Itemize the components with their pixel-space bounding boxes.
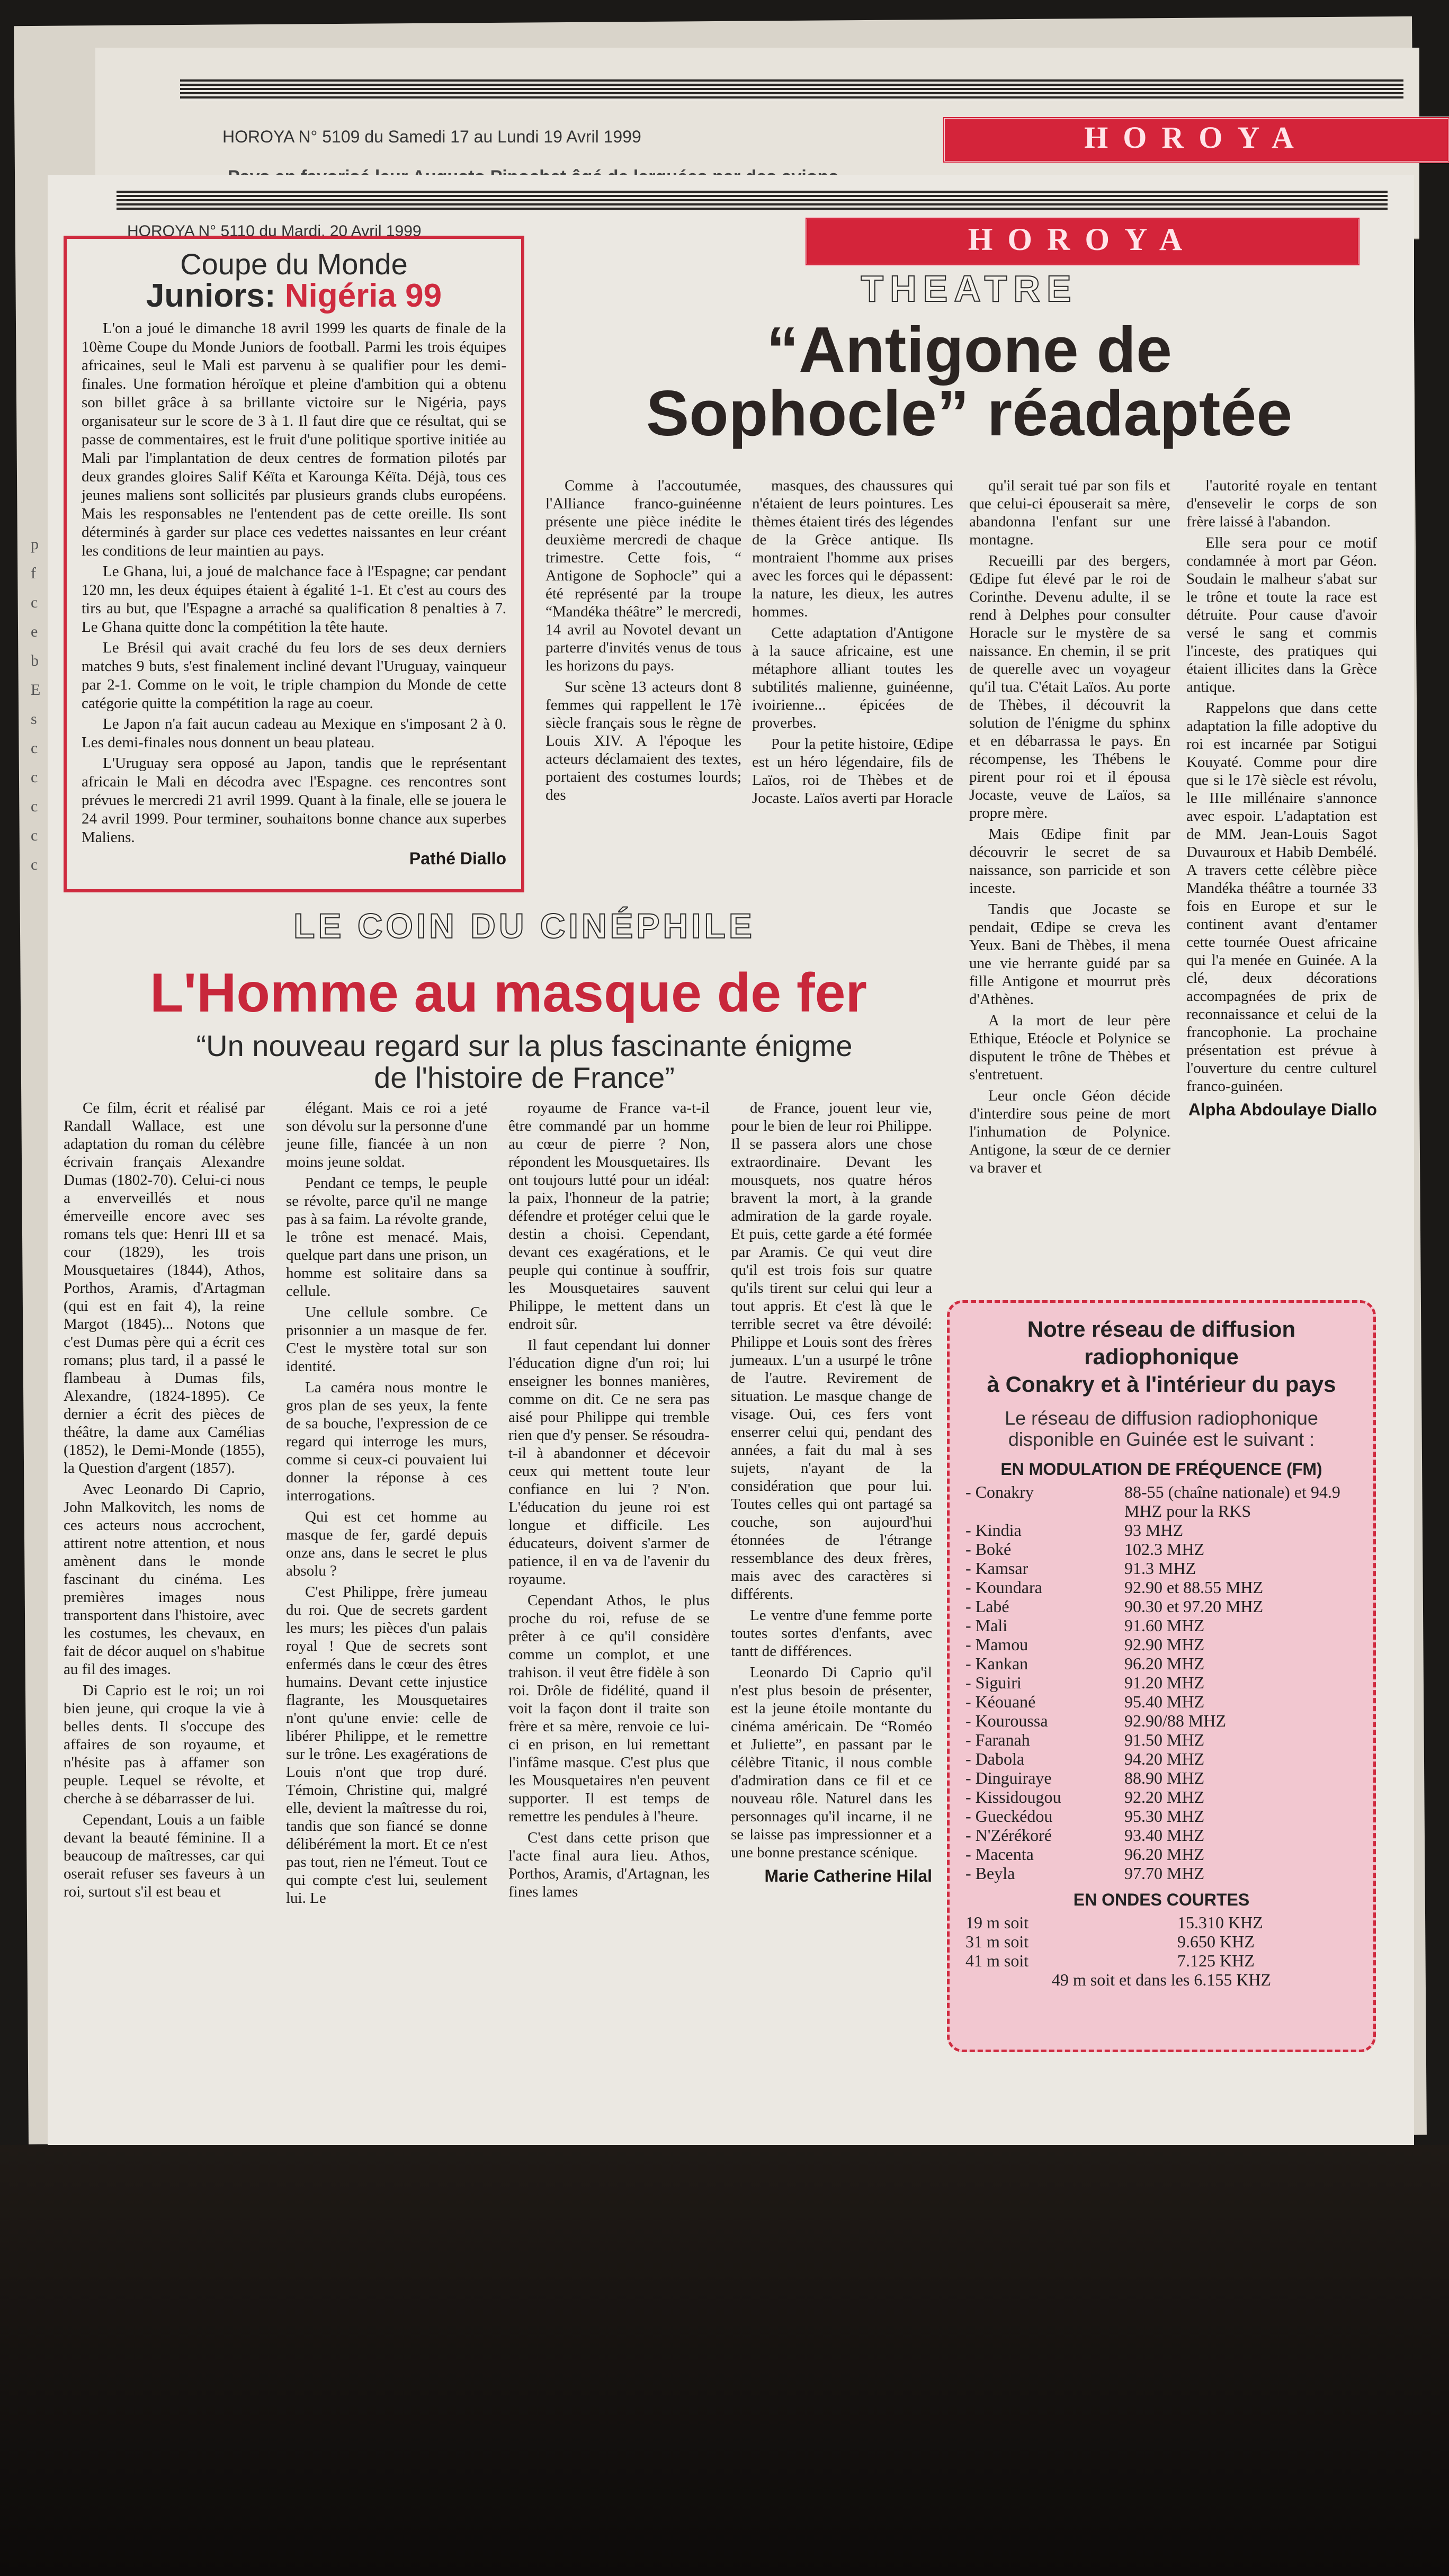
theatre-paragraph: Sur scène 13 acteurs dont 8 femmes qui rappellent le 17è siècle français sous le règne de Louis XIV. A l'époque les acteurs déclamaient des textes, portaient des costumes lourds; des [545,678,741,803]
station-frequency: 91.3 MHZ [1124,1559,1196,1578]
station-frequency: 92.90 et 88.55 MHZ [1124,1578,1264,1597]
theatre-paragraph: A la mort de leur père Ethique, Etéocle et Polynice se disputent le trône de Thèbes et s'entretuent. [969,1012,1170,1083]
theatre-paragraph: Leur oncle Géon décide d'interdire sous peine de mort l'inhumation de Polynice. Antigone, la sœur de ce dernier va braver et [969,1087,1170,1176]
fm-station-row [965,1749,1357,1768]
theatre-column-2 [752,477,953,810]
station-name: - Beyla [965,1864,1015,1883]
fm-heading: EN MODULATION DE FRÉQUENCE (FM) [1000,1460,1322,1479]
station-frequency: 93 MHZ [1124,1520,1184,1540]
theatre-paragraph: Rappelons que dans cette adaptation la fille adoptive du roi est incarnée par Sotigui Kouyaté. Comme pour dire que si le 17è siècle est révolu, le IIIe millénaire s'annonce avec espoir. L'adaptation est de MM. Jean-Louis Sagot Duvauroux et Habib Dembélé. A travers cette célèbre pièce Mandéka théâtre a tournée 33 fois en Europe et sur le continent avant d'entamer cette tournée Ouest africaine qui l'a menée en Guinée. A la clé, deux décorations accompagnées de prix de reconnaissance et celui de la francophonie. La prochaine présentation est prévue à l'ouverture du centre culturel franco-guinéen. [1186,700,1377,1095]
station-name: - Koundara [965,1578,1042,1597]
cinema-paragraph: Leonardo Di Caprio qu'il n'est plus besoin de présenter, est la jeune étoile montante du cinéma américain. De “Roméo et Juliette”, en passant par le célèbre Titanic, il nous comble d'admiration dans ce fil et ce nouveau rôle. Naturel dans les personnages qu'il incarne, il ne se laisse pas impressionner et a une bonne prestance scénique. [731,1664,932,1861]
fm-station-row [965,1540,1357,1559]
station-frequency: 91.50 MHZ [1124,1730,1205,1749]
station-name: - Gueckédou [965,1806,1053,1826]
cinema-column-3 [508,1099,710,1904]
station-name: - Kankan [965,1654,1028,1673]
cinema-paragraph: Avec Leonardo Di Caprio, John Malkovitch, les noms de ces acteurs nous accrochent, attirent notre attention, et nous amènent dans le monde fascinant du cinéma. Les premières images nous transportent dans l'histoire, avec les costumes, les chevaux, en fait de décor auquel on s'habitue au fil des images. [64,1481,265,1678]
station-name: - Kéouané [965,1692,1036,1711]
coupe-body [82,319,506,847]
station-frequency: 96.20 MHZ [1124,1845,1205,1864]
wavelength: 19 m soit [965,1913,1029,1932]
cinema-paragraph: Cependant, Louis a un faible devant la beauté féminine. Il a beaucoup de maîtresses, car qui oserait refuser ses faveurs à un roi, surtout s'il est beau et [64,1811,265,1900]
cinema-paragraph: Qui est cet homme au masque de fer, gardé depuis onze ans, dans le secret le plus absolu ? [286,1508,487,1579]
fm-station-row [965,1826,1357,1845]
fm-station-row [965,1768,1357,1787]
station-frequency: 88-55 (chaîne nationale) et 94.9 MHZ pour la RKS [1124,1482,1340,1520]
cinema-paragraph: La caméra nous montre le gros plan de ses yeux, la fente de sa bouche, l'expression de ce regard qui interroge les murs, comme si ceux-ci pouvaient lui donner la réponse à ces interrogations. [286,1379,487,1504]
station-name: - N'Zérékoré [965,1826,1052,1845]
theatre-headline [561,314,1377,449]
fm-station-row [965,1692,1357,1711]
cinema-subhead-line2: de l'histoire de France” [374,1061,675,1094]
fm-station-row [965,1559,1357,1578]
fm-station-row [965,1597,1357,1616]
theatre-paragraph: Comme à l'accoutumée, l'Alliance franco-guinéenne présente une pièce inédite le deuxième mercredi de chaque trimestre. Cette fois, “ Antigone de Sophocle” qui a été représenté par la troupe “Mandéka théâtre” le mercredi, 14 avril au Novotel devant un parterre d'invités venus de tous les horizons du pays. [545,477,741,674]
theatre-paragraph: Tandis que Jocaste se pendait, Œdipe se creva les Yeux. Bani de Thèbes, il mena une vie herrante guidé par sa fille Antigone et mourrut près d'Athènes. [969,901,1170,1008]
fm-station-row [965,1730,1357,1749]
theatre-paragraph: masques, des chaussures qui n'étaient de leurs pointures. Les thèmes étaient tirés des légendes de la Grèce antique. Ils montraient l'homme aux prises avec les forces qui le dépassent: la nature, les dieux, les autres hommes. [752,477,953,620]
radio-title-line3: à Conakry et à l'intérieur du pays [987,1372,1336,1397]
sw-heading: EN ONDES COURTES [1073,1890,1250,1909]
station-frequency: 88.90 MHZ [1124,1768,1205,1787]
coupe-paragraph: Le Ghana, lui, a joué de malchance face à l'Espagne; car pendant 120 mn, les deux équipes étaient à égalité 1-1. Et c'est au cours des tirs au but, que l'Espagne a arraché sa qualification 8 penalties à 7. Le Ghana quitte donc la compétition la tête haute. [82,563,506,636]
station-frequency: 94.20 MHZ [1124,1749,1205,1768]
fm-station-row [965,1578,1357,1597]
station-name: - Dinguiraye [965,1768,1052,1787]
cinema-paragraph: Une cellule sombre. Ce prisonnier a un masque de fer. C'est le mystère total sur son identité. [286,1304,487,1375]
radio-network-box [947,1300,1376,2052]
sw-station-row [965,1951,1357,1970]
theatre-paragraph: Pour la petite histoire, Œdipe est un héro légendaire, fils de Laïos, roi de Thèbes et de Jocaste. Laïos averti par Horacle [752,736,953,807]
table-surface [0,2145,1449,2576]
station-name: - Mamou [965,1635,1028,1654]
cinema-column-1 [64,1099,265,1904]
masthead-rule [117,191,1388,212]
cinema-column-4 [731,1099,932,1885]
sw-last-line: 49 m soit et dans les 6.155 KHZ [1051,1970,1272,1989]
station-name: - Labé [965,1597,1009,1616]
station-name: - Conakry [965,1482,1034,1501]
station-frequency: 92.90/88 MHZ [1124,1711,1226,1730]
sw-station-row [965,1913,1357,1932]
fm-station-row [965,1673,1357,1692]
cinema-paragraph: Di Caprio est le roi; un roi bien jeune, qui croque la vie à belles dents. Il s'occupe des affaires de son royaume, et n'hésite pas à affamer son peuple. Lequel se révolte, et cherche à se débarrasser de lui. [64,1682,265,1807]
previous-issue-line: HOROYA N° 5109 du Samedi 17 au Lundi 19 Avril 1999 [222,127,641,146]
masthead-logo: HOROYA [805,217,1360,266]
station-name: - Siguiri [965,1673,1022,1692]
issue-line: HOROYA N° 5110 du Mardi, 20 Avril 1999 [127,222,422,240]
station-frequency: 92.20 MHZ [1124,1787,1205,1806]
station-name: - Kindia [965,1520,1022,1540]
station-name: - Faranah [965,1730,1030,1749]
station-frequency: 93.40 MHZ [1124,1826,1205,1845]
radio-intro: Le réseau de diffusion radiophonique disponible en Guinée est le suivant : [1005,1407,1318,1450]
station-name: - Mali [965,1616,1008,1635]
margin-letters: p f c e b E s c c c c c [31,535,41,873]
cinema-paragraph: C'est Philippe, frère jumeau du roi. Que de secrets gardent les murs; les pièces d'un palais royal ! Que de secrets sont enfermés dans le cœur des êtres humains. Devant cette injustice flagrante, les Mousquetaires n'ont qu'une envie: celle de libérer Philippe, et le remettre sur le trône. Les exagérations de Louis n'ont que trop duré. Témoin, Christine qui, malgré elle, devient la maîtresse du roi, tandis que son fiancé se donne délibérément la mort. Et ce n'est pas tout, rien ne l'émeut. Tout ce qui compte c'est lui, seulement lui. Le [286,1584,487,1907]
station-frequency: 15.310 KHZ [1177,1913,1263,1932]
station-frequency: 9.650 KHZ [1177,1932,1255,1951]
station-frequency: 92.90 MHZ [1124,1635,1205,1654]
station-name: - Kouroussa [965,1711,1048,1730]
coupe-signature: Pathé Diallo [409,849,506,868]
theatre-column-4 [1186,477,1377,1119]
fm-station-list [965,1482,1357,1883]
cinema-paragraph: Le ventre d'une femme porte toutes sortes d'enfants, avec tantt de différences. [731,1607,932,1660]
theatre-paragraph: l'autorité royale en tentant d'ensevelir le corps de son frère laissé à l'abandon. [1186,477,1377,530]
theatre-headline-line2: Sophocle” réadaptée [646,377,1293,449]
station-frequency: 95.40 MHZ [1124,1692,1205,1711]
station-frequency: 91.20 MHZ [1124,1673,1205,1692]
station-name: - Dabola [965,1749,1025,1768]
fm-station-row [965,1845,1357,1864]
theatre-paragraph: Cette adaptation d'Antigone à la sauce africaine, est une métaphore alliant toutes les subtilités malienne, guinéenne, ivoirienne... épicées de proverbes. [752,624,953,731]
previous-masthead: HOROYA [943,117,1449,163]
coupe-title-nigeria: Nigéria 99 [284,278,442,314]
coupe-paragraph: Le Japon n'a fait aucun cadeau au Mexique en s'imposant 2 à 0. Les demi-finales nous donnent un beau plateau. [82,715,506,751]
theatre-column-1 [545,477,741,807]
wavelength: 41 m soit [965,1951,1029,1970]
cinema-column-2 [286,1099,487,1910]
coupe-paragraph: Le Brésil qui avait craché du feu lors de ses deux derniers matches 9 buts, s'est finalement incliné devant l'Uruguay, vainqueur par 2-1. Comme on le voit, le triple champion du Monde de cette catégorie quitte la compétition la rage au coeur. [82,639,506,712]
cinema-paragraph: C'est dans cette prison que l'acte final aura lieu. Athos, Porthos, Aramis, d'Artagnan, les fines lames [508,1829,710,1900]
theatre-headline-line1: “Antigone de [766,314,1172,386]
fm-station-row [965,1806,1357,1826]
cinema-signature: Marie Catherine Hilal [764,1866,932,1885]
station-frequency: 95.30 MHZ [1124,1806,1205,1826]
sw-station-list [965,1913,1357,1970]
theatre-column-3 [969,477,1170,1180]
coupe-title [82,248,506,312]
station-frequency: 90.30 et 97.20 MHZ [1124,1597,1264,1616]
coupe-paragraph: L'on a joué le dimanche 18 avril 1999 les quarts de finale de la 10ème Coupe du Monde Juniors de football. Parmi les trois équipes africaines, seul le Mali est parvenu à se qualifier pour les demi-finales. Une formation héroïque et pleine d'ambition qui a obtenu son billet grâce à sa brillante victoire sur le Nigéria, pays organisateur sur le score de 3 à 1. Il faut dire que ce résultat, qui se passe de commentaires, est le fruit d'une politique sportive initiée au Mali par l'implantation de deux centres de formation pilotés par deux grandes gloires Salif Kéïta et Karounga Kéïta. Déjà, tous ces jeunes maliens sont sollicités par plusieurs grands clubs européens. Mais les responsables ne l'entendent pas de cette oreille. Ils sont déterminés à garder sur place ces vedettes naissantes en leur créant les conditions de leur maintien au pays. [82,320,506,559]
theatre-kicker: THEATRE [861,268,1078,309]
cinema-paragraph: de France, jouent leur vie, pour le bien de leur roi Philippe. Il se passera alors une chose extraordinaire. Devant les mousquets, nos quatre héros bravent la mort, à la grande admiration de la garde royale. Et puis, cette garde a été formée par Aramis. Ce qui veut dire qu'il est trois fois sur quatre qu'ils tirent sur celui qui leur a tout appris. Et c'est là que le terrible secret va être dévoilé: Philippe et Louis sont des frères jumeaux. L'un a usurpé le trône de l'autre. Revirement de situation. Le masque change de visage. Oui, ces fers vont enserrer celui qui, pendant des années, a fait du mal à ses sujets, n'ayant de la considération que pour lui. Toutes celles qui ont partagé sa couche, son aujourd'hui étonnées de l'étrange ressemblance des deux frères, mais avec des caractères si différents. [731,1099,932,1603]
cinema-kicker: LE COIN DU CINÉPHILE [293,906,755,945]
station-frequency: 102.3 MHZ [1124,1540,1205,1559]
station-frequency: 7.125 KHZ [1177,1951,1255,1970]
cinema-headline: L'Homme au masque de fer [150,962,867,1024]
theatre-paragraph: Elle sera pour ce motif condamnée à mort par Géon. Soudain le malheur s'abat sur le trône et toute la race est détruite. Pour cause d'avoir versé le sang et commis l'inceste, des pratiques qui étaient illicites dans la Grèce antique. [1186,534,1377,695]
theatre-paragraph: Mais Œdipe finit par découvrir le secret de sa naissance, son parricide et son inceste. [969,826,1170,897]
coupe-du-monde-article [64,236,524,892]
cinema-paragraph: royaume de France va-t-il être commandé par un homme au cœur de pierre ? Non, répondent les Mousquetaires. Ils ont toujours lutté pour un idéal: la paix, l'honneur de la patrie; défendre et protéger celui que le destin a choisi. Cependant, devant ces exagérations, et le peuple qui continue à souffrir, les Mousquetaires sauvent Philippe, le mettent dans un endroit sûr. [508,1099,710,1332]
radio-title-line1: Notre réseau de diffusion [1027,1317,1296,1341]
fm-station-row [965,1711,1357,1730]
coupe-title-line2 [82,280,506,312]
cinema-subhead [106,1030,943,1094]
coupe-paragraph: L'Uruguay sera opposé au Japon, tandis que le représentant africain le Mali en décodra avec l'Espagne. ces rencontres sont prévues le mercredi 21 avril 1999. Quant à la finale, elle se jouera le 24 avril 1999. Pour terminer, souhaitons bonne chance aux superbes Maliens. [82,755,506,846]
wavelength: 31 m soit [965,1932,1029,1951]
radio-title-line2: radiophonique [1084,1344,1239,1369]
cinema-paragraph: élégant. Mais ce roi a jeté son dévolu sur la personne d'une jeune fille, fiancée à un non moins jeune soldat. [286,1099,487,1170]
sw-station-row [965,1932,1357,1951]
station-name: - Kissidougou [965,1787,1061,1806]
cinema-paragraph: Pendant ce temps, le peuple se révolte, parce qu'il ne mange pas à sa faim. La révolte grande, le trône est menacé. Mais, quelque part dans une prison, un homme est solitaire dans sa cellule. [286,1175,487,1300]
fm-station-row [965,1787,1357,1806]
station-name: - Kamsar [965,1559,1028,1578]
cinema-paragraph: Cependant Athos, le plus proche du roi, refuse de se prêter à ce qu'il considère comme un complot, et une trahison. il veut être fidèle à son roi. Drôle de fidélité, quand il voit la façon dont il traite son frère et sa mère, renvoie ce lui-ci en prison, en lui remettant l'infâme masque. C'est plus que les Mousquetaires n'en peuvent supporter. Il est temps de remettre les pendules à l'heure. [508,1592,710,1825]
fm-station-row [965,1635,1357,1654]
coupe-title-line1: Coupe du Monde [180,247,408,281]
cinema-subhead-line1: “Un nouveau regard sur la plus fascinante énigme [196,1029,853,1062]
radio-title [965,1316,1357,1398]
station-name: - Macenta [965,1845,1034,1864]
masthead-rule [180,79,1403,101]
cinema-paragraph: Ce film, écrit et réalisé par Randall Wallace, est une adaptation du roman du célèbre écrivain français Alexandre Dumas (1802-70). Celui-ci nous a enverveillés et nous émerveille encore avec ses romans tels que: Henri III et sa cour (1829), les trois Mousquetaires (1844), Athos, Porthos, Aramis, d'Artagman (qui est en fait 4), la reine Margot (1845)... Notons que c'est Dumas père qui a écrit ces romans; plus tard, il a passé le flambeau à Dumas fils, Alexandre, (1824-1895). Ce dernier a écrit des pièces de théâtre, la dame aux Camélias (1852), le Demi-Monde (1855), la Question d'argent (1857). [64,1099,265,1477]
theatre-signature: Alpha Abdoulaye Diallo [1188,1100,1377,1119]
station-frequency: 97.70 MHZ [1124,1864,1205,1883]
fm-station-row [965,1616,1357,1635]
cinema-paragraph: Il faut cependant lui donner l'éducation digne d'un roi; lui enseigner les bonnes manières, comme on dit. Ce ne sera pas aisé pour Philippe qui tremble rien que d'y penser. Se résoudra-t-il à abandonner et décevoir ceux qui mettent toute leur confiance en lui ? N'on. L'éducation du jeune roi est longue et difficile. Les éducateurs, doivent s'armer de patience, il en va de l'avenir du royaume. [508,1337,710,1588]
station-frequency: 91.60 MHZ [1124,1616,1205,1635]
station-frequency: 96.20 MHZ [1124,1654,1205,1673]
theatre-paragraph: qu'il serait tué par son fils et que celui-ci épouserait sa mère, abandonna l'enfant sur une montagne. [969,477,1170,548]
station-name: - Boké [965,1540,1012,1559]
coupe-title-juniors: Juniors: [146,278,276,314]
fm-station-row [965,1482,1357,1520]
fm-station-row [965,1520,1357,1540]
theatre-paragraph: Recueilli par des bergers, Œdipe fut élevé par le roi de Corinthe. Devenu adulte, il se rend à Delphes pour consulter Horacle sur le mystère de sa naissance. En chemin, il se prit de querelle avec un voyageur qu'il tua. C'était Laïos. Au porte de Thèbes, il découvrit la solution de l'énigme du sphinx et en débarrassa le pays. En récompense, les Thébens le pirent pour roi et il épousa Jocaste, veuve de Laïos, sa propre mère. [969,552,1170,821]
fm-station-row [965,1864,1357,1883]
fm-station-row [965,1654,1357,1673]
